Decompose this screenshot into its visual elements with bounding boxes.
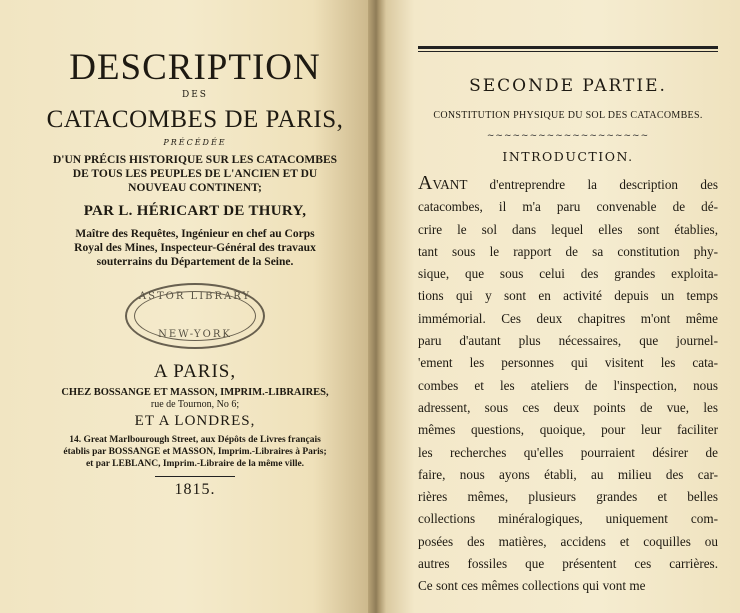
london-address-line: établis par BOSSANGE et MASSON, Imprim.-Libraires à Paris; [63, 447, 327, 457]
body-line: posées des matières, accidens et coquilles ou [418, 533, 718, 549]
imprint-address: rue de Tournon, No 6; [150, 399, 240, 410]
author-title-line: Royal des Mines, Inspecteur-Général des travaux [74, 242, 316, 254]
precis-line: DE TOUS LES PEUPLES DE L'ANCIEN ET DU [72, 168, 318, 180]
body-line: les recherches qu'elles pourraient désirer de [418, 444, 718, 460]
body-line: tant sous le rapport de sa constitution phy- [418, 243, 718, 259]
body-line: faire, nous ayons établi, au milieu des car- [418, 466, 718, 482]
body-line: collections minéralogiques, uniquement com- [418, 511, 718, 527]
author-title-line: souterrains du Département de la Seine. [96, 256, 294, 268]
publication-year: 1815. [174, 481, 216, 498]
body-line-first [418, 172, 718, 196]
imprint-publisher: CHEZ BOSSANGE ET MASSON, IMPRIM.-LIBRAIRES, [61, 387, 329, 398]
stamp-top-text: ASTOR LIBRARY [138, 291, 252, 302]
author-line: PAR L. HÉRICART DE THURY, [83, 203, 307, 219]
london-address [40, 434, 350, 470]
stamp-bottom-text: NEW-YORK [158, 329, 232, 340]
book-title: DESCRIPTION [69, 47, 321, 88]
title-des: DES [182, 90, 208, 100]
imprint-paris: A PARIS, [153, 361, 237, 382]
body-line: combes et les ateliers de l'inspection, nous [418, 377, 718, 393]
precis-block [40, 153, 350, 195]
london-address-line: 14. Great Marlbourough Street, aux Dépôts de Livres français [69, 435, 321, 445]
title-catacombes: CATACOMBES DE PARIS, [46, 106, 344, 133]
left-page [0, 0, 368, 613]
author-titles [40, 227, 350, 269]
divider-rule [155, 476, 235, 477]
body-line: 'ement les personnes qui visitent les cata- [418, 355, 718, 371]
book-gutter [368, 0, 386, 613]
title-precedee: PRÉCÉDÉE [163, 138, 227, 147]
right-page [386, 0, 740, 613]
body-line: sique, que sous celui des grandes exploita- [418, 266, 718, 282]
london-address-line: et par LEBLANC, Imprim.-Libraire de la même ville. [85, 459, 305, 469]
first-line-rest: VANT d'entreprendre la description des [432, 177, 718, 192]
body-text [418, 172, 718, 598]
imprint-londres: ET A LONDRES, [134, 413, 256, 429]
body-line: tions qui y sont en activité depuis un temps [418, 288, 718, 304]
chapter-subtitle: CONSTITUTION PHYSIQUE DU SOL DES CATACOMBES. [433, 110, 703, 121]
body-line: crire le sol dans lequel elles sont établies, [418, 221, 718, 237]
header-double-rule [418, 46, 718, 52]
drop-cap: A [418, 172, 433, 194]
body-line: adressent, sous ces deux points de vue, les [418, 399, 718, 415]
part-title: SECONDE PARTIE. [469, 76, 667, 96]
body-lines [418, 196, 718, 597]
author-title-line: Maître des Requêtes, Ingénieur en chef au Corps [75, 228, 315, 240]
library-stamp [125, 283, 265, 349]
body-line: paru d'autant plus nécessaires, que journel- [418, 333, 718, 349]
body-line: autres fossiles que présentent ces carrières. [418, 556, 718, 572]
precis-line: NOUVEAU CONTINENT; [128, 182, 262, 194]
ornament-divider: ~~~~~~~~~~~~~~~~~~~ [486, 131, 650, 141]
body-line: mêmes questions, quoique, pour leur faciliter [418, 422, 718, 438]
body-line: catacombes, il m'a paru convenable de dé- [418, 199, 718, 215]
body-line: rières mêmes, plusieurs grandes et belles [418, 489, 718, 505]
section-title: INTRODUCTION. [502, 149, 634, 164]
body-line: Ce sont ces mêmes collections qui vont me [418, 578, 646, 594]
precis-line: D'UN PRÉCIS HISTORIQUE SUR LES CATACOMBES [52, 154, 338, 166]
body-line: immémorial. Ces deux chapitres m'ont même [418, 310, 718, 326]
